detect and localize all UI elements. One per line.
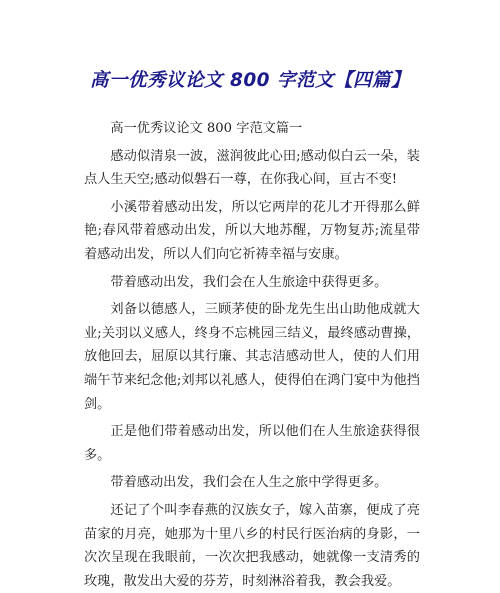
section-heading: 高一优秀议论文 800 字范文篇一 bbox=[110, 121, 303, 136]
paragraph: 小溪带着感动出发，所以它两岸的花儿才开得那么鲜艳;春风带着感动出发，所以大地苏醒，万物复苏;流星带着感动出发，所以人们向它祈祷幸福与安康。 bbox=[84, 199, 420, 262]
paragraph: 感动似清泉一波，滋润彼此心田;感动似白云一朵，装点人生天空;感动似磐石一尊，在你我心间，亘古不变! bbox=[84, 148, 420, 188]
paragraph: 带着感动出发，我们会在人生旅途中获得更多。 bbox=[110, 274, 388, 290]
paragraph: 带着感动出发，我们会在人生之旅中学得更多。 bbox=[110, 475, 388, 491]
paragraph: 刘备以德感人，三顾茅使的卧龙先生出山助他成就大业;关羽以义感人，终身不忘桃园三结义，最终感动曹操，放他回去，屈原以其行廉、其志洁感动世人，使的人们用端午节来纪念他;刘邦以礼感人，使得伯在鸿门宴中为他挡剑。 bbox=[84, 302, 420, 412]
document-title: 高一优秀议论文 800 字范文【四篇】 bbox=[90, 70, 410, 91]
paragraph: 还记了个叫李春燕的汉族女子，嫁入苗寨，便成了亮苗家的月亮，她那为十里八乡的村民行医治病的身影，一次次呈现在我眼前，一次次把我感动，她就像一支清秀的玫瑰，散发出大爱的芬芳，时刻淋浴着我，教会我爱。 bbox=[84, 502, 420, 589]
document-body bbox=[84, 117, 420, 593]
paragraph: 正是他们带着感动出发，所以他们在人生旅途获得很多。 bbox=[84, 424, 420, 463]
